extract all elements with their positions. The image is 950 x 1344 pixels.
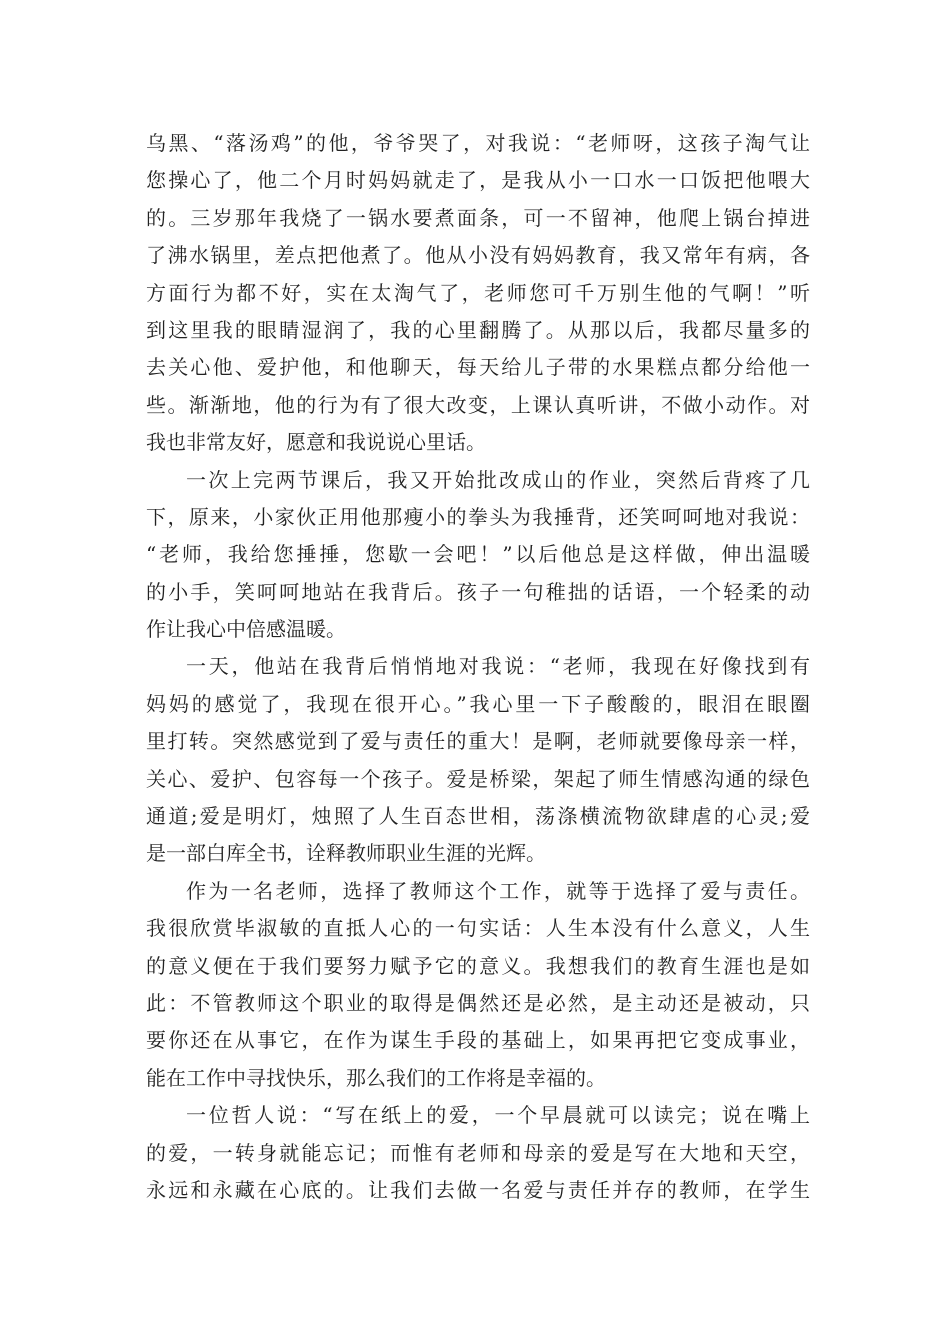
paragraph [146, 1097, 810, 1209]
text-line: 些。渐渐地，他的行为有了很大改变，上课认真听讲，不做小动作。对 [146, 392, 810, 417]
text-line: 作让我心中倍感温暖。 [146, 617, 346, 642]
text-line: “老师，我给您捶捶，您歇一会吧！”以后他总是这样做，伸出温暖 [146, 542, 810, 567]
paragraph [146, 125, 810, 462]
text-line: 下，原来，小家伙正用他那瘦小的拳头为我捶背，还笑呵呵地对我说： [146, 504, 810, 529]
paragraph [146, 462, 810, 649]
paragraph [146, 648, 810, 872]
text-line: 一位哲人说：“写在纸上的爱，一个早晨就可以读完；说在嘴上 [186, 1103, 810, 1128]
text-line: 乌黑、“落汤鸡”的他，爷爷哭了，对我说：“老师呀，这孩子淘气让 [146, 131, 810, 155]
paragraph [146, 873, 810, 1097]
text-line: 的意义便在于我们要努力赋予它的意义。我想我们的教育生涯也是如 [146, 953, 810, 978]
text-line: 此：不管教师这个职业的取得是偶然还是必然，是主动还是被动，只 [146, 990, 810, 1015]
text-line: 妈妈的感觉了，我现在很开心。”我心里一下子酸酸的，眼泪在眼圈 [146, 691, 810, 716]
text-line: 了沸水锅里，差点把他煮了。他从小没有妈妈教育，我又常年有病，各 [146, 243, 810, 268]
text-line: 的。三岁那年我烧了一锅水要煮面条，可一不留神，他爬上锅台掉进 [146, 205, 810, 230]
document-body [146, 125, 810, 1209]
text-line: 关心、爱护、包容每一个孩子。爱是桥梁，架起了师生情感沟通的绿色 [146, 766, 810, 791]
text-line: 通道;爱是明灯，烛照了人生百态世相，荡涤横流物欲肆虐的心灵;爱 [146, 804, 810, 829]
text-line: 方面行为都不好，实在太淘气了，老师您可千万别生他的气啊！”听 [146, 280, 810, 305]
text-line: 到这里我的眼睛湿润了，我的心里翻腾了。从那以后，我都尽量多的 [146, 317, 810, 342]
text-line: 要你还在从事它，在作为谋生手段的基础上，如果再把它变成事业， [146, 1028, 810, 1053]
text-line: 一次上完两节课后，我又开始批改成山的作业，突然后背疼了几 [186, 467, 810, 492]
text-line: 能在工作中寻找快乐，那么我们的工作将是幸福的。 [146, 1065, 606, 1090]
text-line: 永远和永藏在心底的。让我们去做一名爱与责任并存的教师，在学生 [146, 1177, 810, 1202]
text-line: 我也非常友好，愿意和我说说心里话。 [146, 430, 486, 455]
text-line: 去关心他、爱护他，和他聊天，每天给儿子带的水果糕点都分给他一 [146, 355, 810, 380]
text-line: 的小手，笑呵呵地站在我背后。孩子一句稚拙的话语，一个轻柔的动 [146, 579, 810, 604]
text-line: 一天，他站在我背后悄悄地对我说：“老师，我现在好像找到有 [186, 654, 810, 679]
text-line: 是一部白库全书，诠释教师职业生涯的光辉。 [146, 841, 546, 866]
text-line: 的爱，一转身就能忘记；而惟有老师和母亲的爱是写在大地和天空， [146, 1140, 810, 1165]
text-line: 我很欣赏毕淑敏的直抵人心的一句实话：人生本没有什么意义，人生 [146, 916, 810, 941]
text-line: 您操心了，他二个月时妈妈就走了，是我从小一口水一口饭把他喂大 [146, 168, 810, 193]
text-line: 里打转。突然感觉到了爱与责任的重大！是啊，老师就要像母亲一样， [146, 729, 810, 754]
text-line: 作为一名老师，选择了教师这个工作，就等于选择了爱与责任。 [186, 878, 810, 903]
